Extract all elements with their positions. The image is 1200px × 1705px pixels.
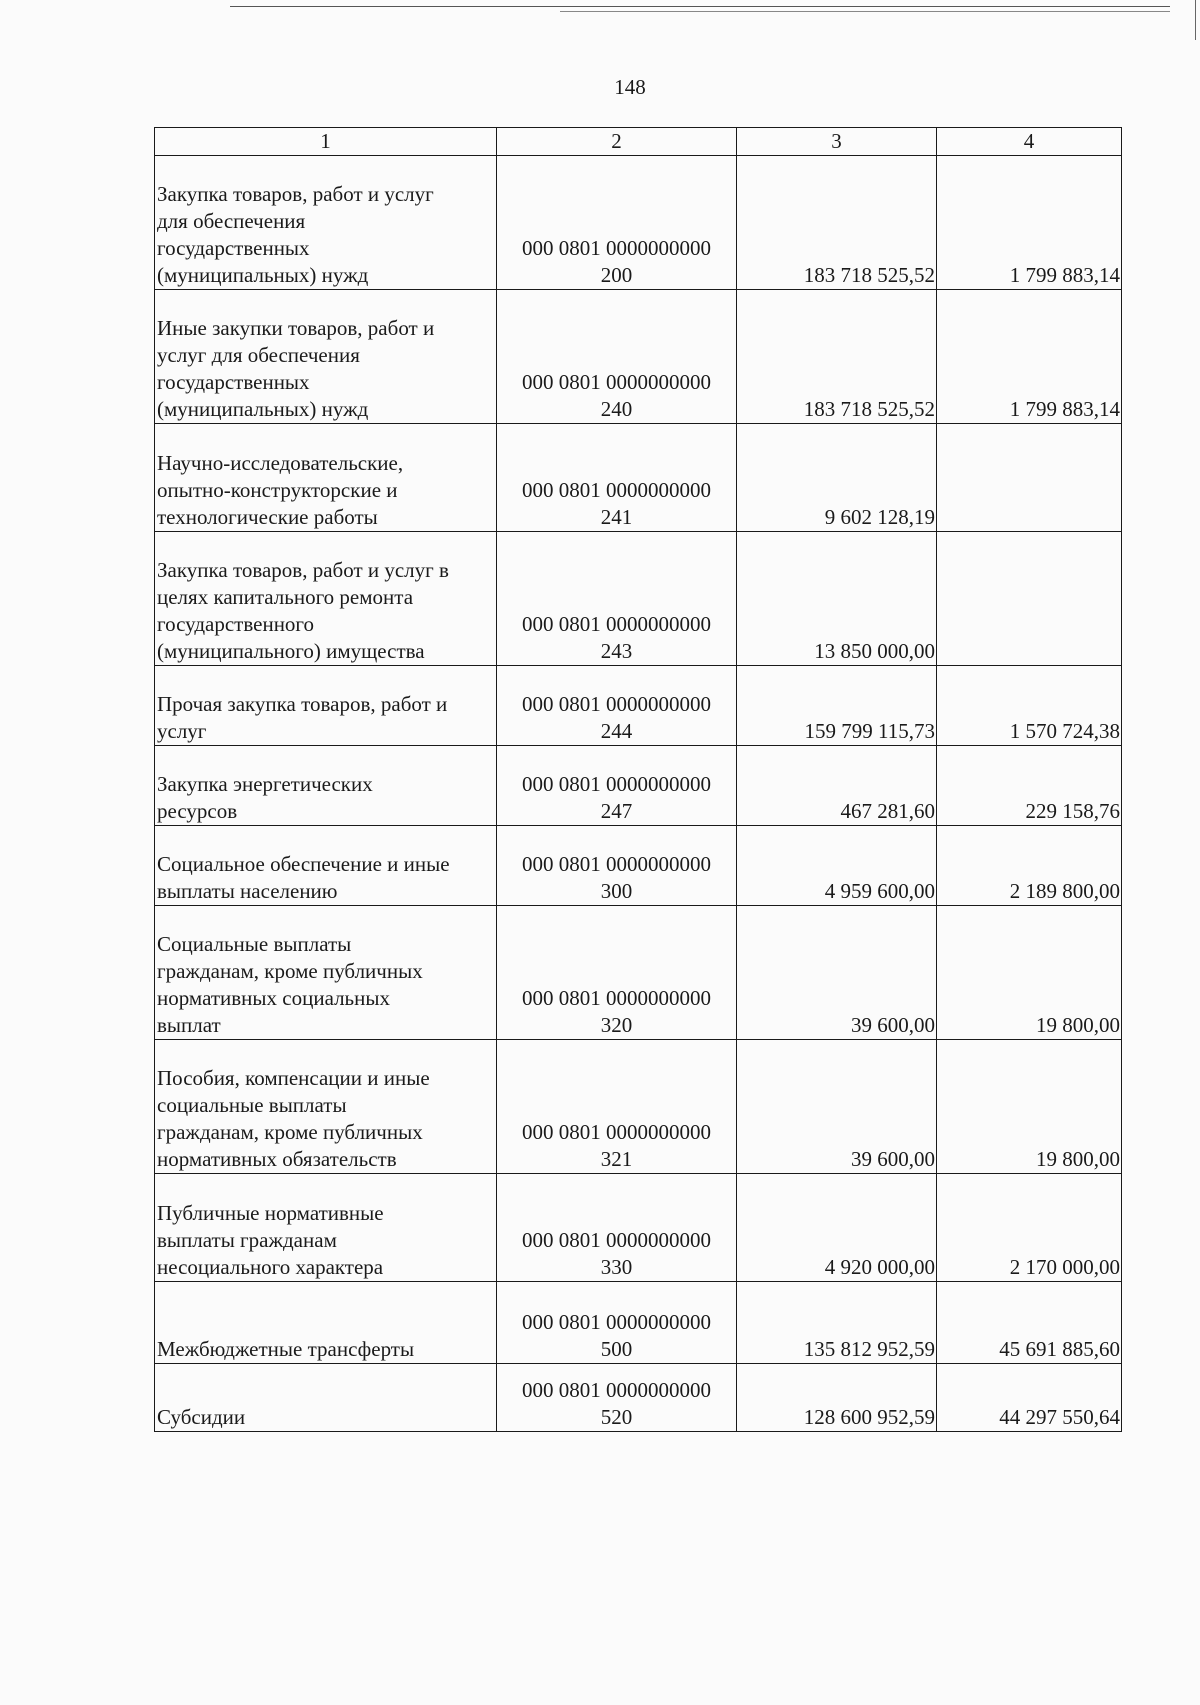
table-row xyxy=(155,532,1122,666)
row-code-cell xyxy=(497,532,737,666)
table-row xyxy=(155,1282,1122,1364)
table-row xyxy=(155,906,1122,1040)
row-name-cell xyxy=(155,1040,497,1174)
row-name-line: Научно-исследовательские, xyxy=(157,451,404,475)
row-name-cell xyxy=(155,1174,497,1282)
row-col3-cell: 135 812 952,59 xyxy=(737,1282,937,1364)
row-name-line: для обеспечения xyxy=(157,209,306,233)
row-code-cell xyxy=(497,290,737,424)
row-name-line: Закупка товаров, работ и услуг xyxy=(157,182,434,206)
row-name-line: гражданам, кроме публичных xyxy=(157,959,423,983)
row-code-line: 000 0801 0000000000 xyxy=(522,478,711,502)
column-header: 3 xyxy=(737,128,937,156)
row-name-line: Прочая закупка товаров, работ и xyxy=(157,692,448,716)
row-name-line: нормативных обязательств xyxy=(157,1147,397,1171)
row-name-cell xyxy=(155,424,497,532)
row-code-line: 500 xyxy=(600,1337,633,1361)
row-col3-cell: 9 602 128,19 xyxy=(737,424,937,532)
row-code-cell xyxy=(497,1174,737,1282)
row-col4-cell: 45 691 885,60 xyxy=(937,1282,1122,1364)
row-col3-cell: 159 799 115,73 xyxy=(737,666,937,746)
row-code-cell xyxy=(497,906,737,1040)
row-code-line: 240 xyxy=(600,397,633,421)
row-name-line: государственных xyxy=(157,236,310,260)
table-row xyxy=(155,746,1122,826)
row-name-cell xyxy=(155,156,497,290)
row-name-cell xyxy=(155,666,497,746)
row-code-cell xyxy=(497,746,737,826)
budget-table xyxy=(154,127,1122,1432)
row-col4-cell: 229 158,76 xyxy=(937,746,1122,826)
row-col3-cell: 13 850 000,00 xyxy=(737,532,937,666)
row-code-line: 000 0801 0000000000 xyxy=(522,1228,711,1252)
row-code-cell xyxy=(497,1040,737,1174)
row-code-cell xyxy=(497,1364,737,1432)
page-number: 148 xyxy=(614,75,646,99)
row-code-line: 000 0801 0000000000 xyxy=(522,236,711,260)
row-name-cell xyxy=(155,532,497,666)
top-border-line-secondary xyxy=(560,11,1170,12)
row-code-line: 321 xyxy=(600,1147,633,1171)
row-col3-cell: 39 600,00 xyxy=(737,1040,937,1174)
row-code-line: 000 0801 0000000000 xyxy=(522,370,711,394)
table-row xyxy=(155,666,1122,746)
row-col3-cell: 4 920 000,00 xyxy=(737,1174,937,1282)
row-name-cell xyxy=(155,1282,497,1364)
row-name-line: (муниципальных) нужд xyxy=(157,397,369,421)
row-name-line: Закупка товаров, работ и услуг в xyxy=(157,558,449,582)
row-name-line: ресурсов xyxy=(157,799,238,823)
column-header: 4 xyxy=(937,128,1122,156)
row-col4-cell: 1 570 724,38 xyxy=(937,666,1122,746)
row-code-line: 330 xyxy=(600,1255,633,1279)
row-name-line: технологические работы xyxy=(157,505,378,529)
row-code-line: 300 xyxy=(600,879,633,903)
row-name-line: опытно-конструкторские и xyxy=(157,478,398,502)
row-name-cell xyxy=(155,290,497,424)
row-name-cell xyxy=(155,906,497,1040)
row-name-line: Иные закупки товаров, работ и xyxy=(157,316,435,340)
row-name-line: Межбюджетные трансферты xyxy=(157,1337,415,1361)
row-code-line: 244 xyxy=(600,719,633,743)
row-code-line: 000 0801 0000000000 xyxy=(522,1378,711,1402)
row-name-cell xyxy=(155,746,497,826)
row-code-line: 200 xyxy=(600,263,633,287)
row-col3-cell: 183 718 525,52 xyxy=(737,156,937,290)
row-code-cell xyxy=(497,666,737,746)
row-name-line: услуг для обеспечения xyxy=(157,343,360,367)
row-col3-cell: 128 600 952,59 xyxy=(737,1364,937,1432)
right-border-line xyxy=(1195,0,1196,40)
column-header: 1 xyxy=(155,128,497,156)
row-col4-cell: 1 799 883,14 xyxy=(937,156,1122,290)
row-code-line: 000 0801 0000000000 xyxy=(522,986,711,1010)
row-col3-cell: 183 718 525,52 xyxy=(737,290,937,424)
row-col3-cell: 467 281,60 xyxy=(737,746,937,826)
row-col4-cell: 1 799 883,14 xyxy=(937,290,1122,424)
row-name-line: Пособия, компенсации и иные xyxy=(157,1066,430,1090)
top-border-line xyxy=(230,6,1170,7)
row-code-line: 000 0801 0000000000 xyxy=(522,772,711,796)
table-row xyxy=(155,1364,1122,1432)
row-name-line: гражданам, кроме публичных xyxy=(157,1120,423,1144)
row-name-line: Субсидии xyxy=(157,1405,246,1429)
row-name-line: выплат xyxy=(157,1013,221,1037)
table-row xyxy=(155,826,1122,906)
row-code-line: 000 0801 0000000000 xyxy=(522,852,711,876)
row-code-line: 000 0801 0000000000 xyxy=(522,1120,711,1144)
row-col4-cell: 2 170 000,00 xyxy=(937,1174,1122,1282)
row-code-line: 243 xyxy=(600,639,633,663)
table-row xyxy=(155,1174,1122,1282)
row-code-cell xyxy=(497,1282,737,1364)
row-code-line: 520 xyxy=(600,1405,633,1429)
row-name-line: (муниципального) имущества xyxy=(157,639,425,663)
row-name-line: услуг xyxy=(157,719,207,743)
row-col4-cell: 2 189 800,00 xyxy=(937,826,1122,906)
row-code-cell xyxy=(497,424,737,532)
row-name-line: целях капитального ремонта xyxy=(157,585,414,609)
row-name-line: нормативных социальных xyxy=(157,986,390,1010)
row-name-cell xyxy=(155,1364,497,1432)
row-code-line: 320 xyxy=(600,1013,633,1037)
row-code-line: 000 0801 0000000000 xyxy=(522,1310,711,1334)
table-header-row xyxy=(155,128,1122,156)
row-name-line: (муниципальных) нужд xyxy=(157,263,369,287)
row-col4-cell xyxy=(937,532,1122,666)
row-name-line: государственных xyxy=(157,370,310,394)
row-col4-cell xyxy=(937,424,1122,532)
row-name-line: Социальное обеспечение и иные xyxy=(157,852,450,876)
row-name-line: выплаты гражданам xyxy=(157,1228,337,1252)
row-code-cell xyxy=(497,826,737,906)
table-row xyxy=(155,290,1122,424)
row-name-line: Закупка энергетических xyxy=(157,772,373,796)
row-col4-cell: 19 800,00 xyxy=(937,1040,1122,1174)
row-name-line: несоциального характера xyxy=(157,1255,384,1279)
table-row xyxy=(155,424,1122,532)
row-name-line: социальные выплаты xyxy=(157,1093,347,1117)
row-name-line: государственного xyxy=(157,612,315,636)
row-code-line: 247 xyxy=(600,799,633,823)
row-name-line: Социальные выплаты xyxy=(157,932,352,956)
table-row xyxy=(155,156,1122,290)
row-col4-cell: 44 297 550,64 xyxy=(937,1364,1122,1432)
row-name-line: выплаты населению xyxy=(157,879,338,903)
row-code-line: 000 0801 0000000000 xyxy=(522,612,711,636)
row-col3-cell: 4 959 600,00 xyxy=(737,826,937,906)
row-name-line: Публичные нормативные xyxy=(157,1201,384,1225)
column-header: 2 xyxy=(497,128,737,156)
table-row xyxy=(155,1040,1122,1174)
row-code-line: 000 0801 0000000000 xyxy=(522,692,711,716)
row-col3-cell: 39 600,00 xyxy=(737,906,937,1040)
row-name-cell xyxy=(155,826,497,906)
row-code-line: 241 xyxy=(600,505,633,529)
row-code-cell xyxy=(497,156,737,290)
row-col4-cell: 19 800,00 xyxy=(937,906,1122,1040)
